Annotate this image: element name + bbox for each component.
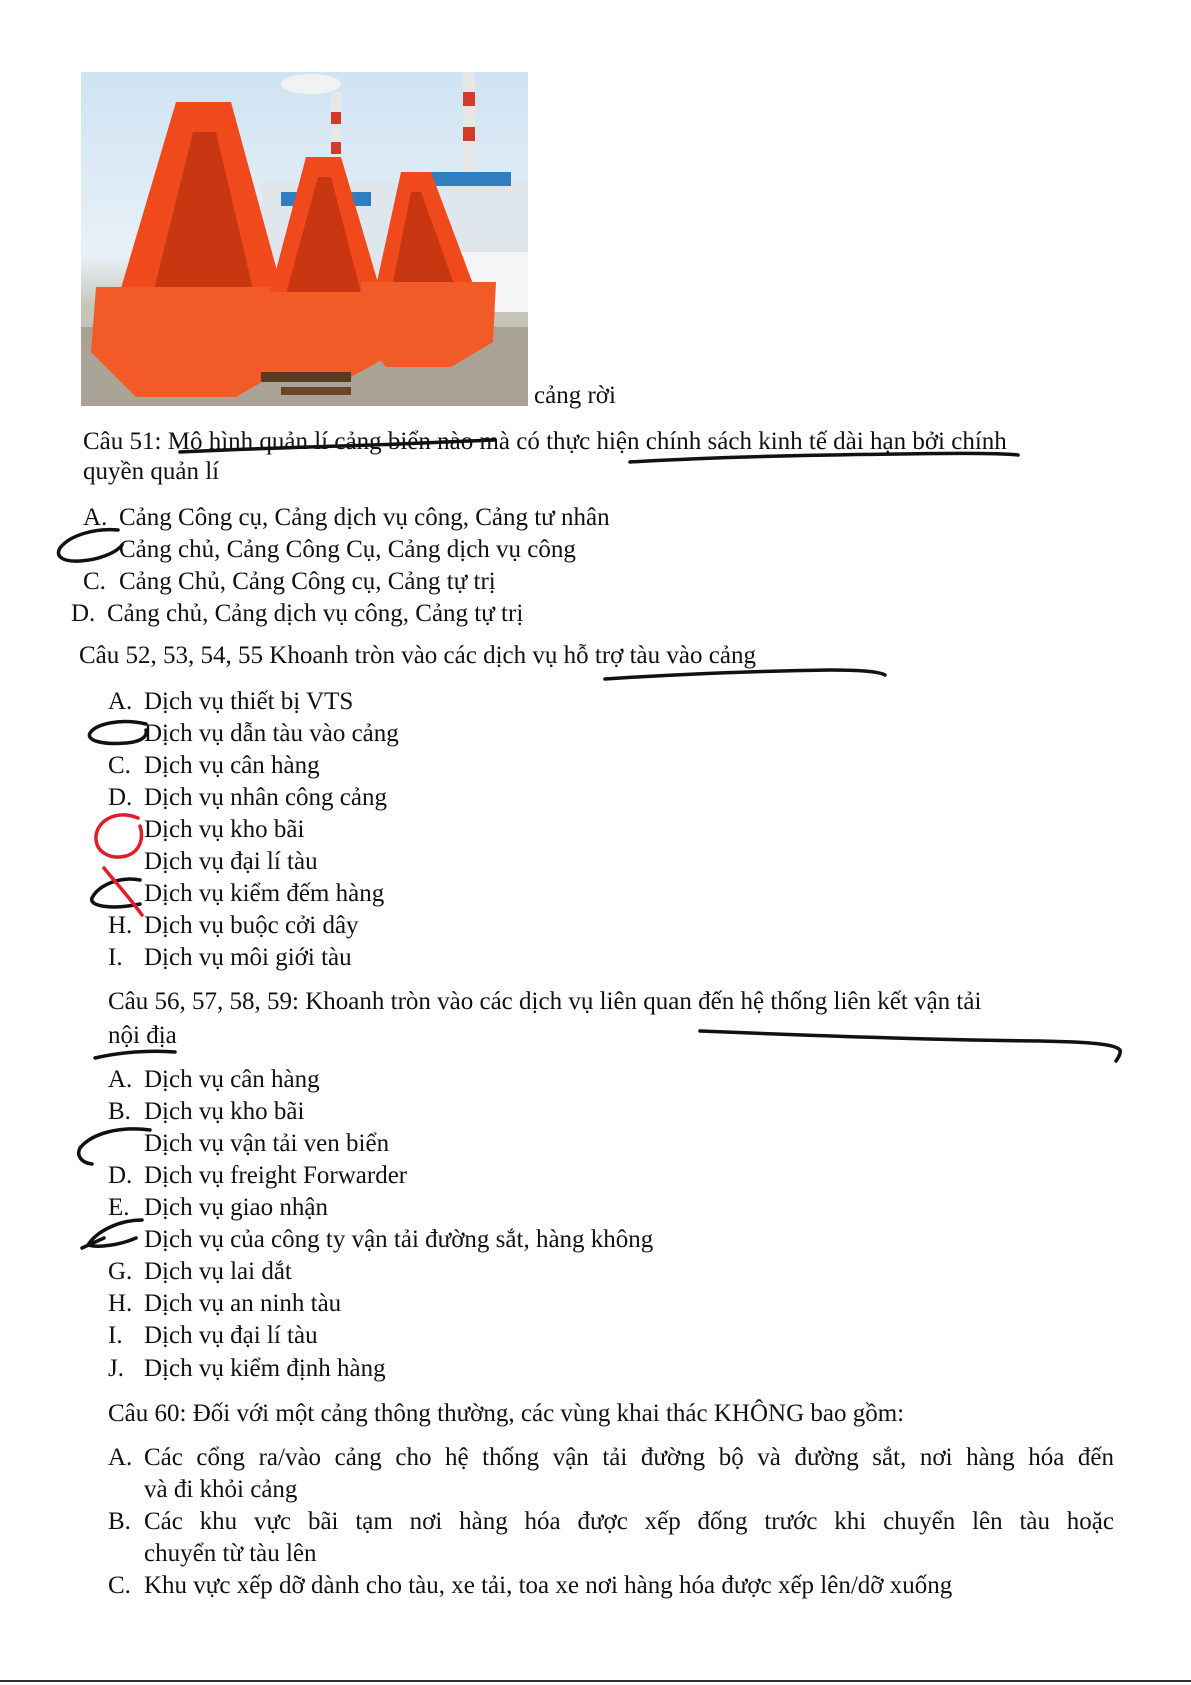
q56-option-c[interactable] <box>108 1129 389 1159</box>
q52-option-i[interactable] <box>108 943 352 973</box>
option-text-line1: Khu vực xếp dỡ dành cho tàu, xe tải, toa xe nơi hàng hóa được xếp lên/dỡ xuống <box>144 1572 953 1599</box>
option-text: Dịch vụ đại lí tàu <box>144 1322 318 1349</box>
q52-option-g[interactable] <box>108 879 384 909</box>
q56-option-d[interactable] <box>108 1161 407 1191</box>
q52-option-a[interactable] <box>108 687 353 717</box>
answer-tick-stroke <box>82 1238 104 1248</box>
option-text: Cảng chủ, Cảng Công Cụ, Cảng dịch vụ công <box>119 536 576 563</box>
q52-stem: Câu 52, 53, 54, 55 Khoanh tròn vào các dịch vụ hỗ trợ tàu vào cảng <box>79 642 756 669</box>
option-label: D. <box>108 1162 133 1189</box>
option-text: Dịch vụ cân hàng <box>144 752 320 779</box>
underline-stroke <box>95 1051 175 1058</box>
q56-stem-line1: Câu 56, 57, 58, 59: Khoanh tròn vào các dịch vụ liên quan đến hệ thống liên kết vận tải <box>108 988 982 1015</box>
option-text: Dịch vụ của công ty vận tải đường sắt, hàng không <box>144 1226 654 1253</box>
q56-option-g[interactable] <box>108 1257 292 1287</box>
q52-option-d[interactable] <box>108 783 387 813</box>
q56-option-j[interactable] <box>108 1354 386 1384</box>
option-label: I. <box>108 1322 123 1349</box>
grab-bucket-illustration <box>81 72 528 406</box>
option-text: Dịch vụ đại lí tàu <box>144 848 318 875</box>
q56-option-h[interactable] <box>108 1289 341 1319</box>
option-label: I. <box>108 944 123 971</box>
option-label: A. <box>83 504 108 531</box>
q56-option-a[interactable] <box>108 1065 320 1095</box>
option-text: Dịch vụ môi giới tàu <box>144 944 352 971</box>
option-label: A. <box>108 688 133 715</box>
option-text-line1: Các khu vực bãi tạm nơi hàng hóa được xếp đống trước khi chuyển lên tàu hoặc <box>144 1508 1114 1535</box>
q51-option-a[interactable] <box>83 503 610 533</box>
q52-option-c[interactable] <box>108 751 320 781</box>
option-text: Dịch vụ freight Forwarder <box>144 1162 408 1189</box>
option-label: E. <box>108 1194 130 1221</box>
option-label: C. <box>83 568 106 595</box>
option-text: Dịch vụ cân hàng <box>144 1066 320 1093</box>
option-text: Dịch vụ an ninh tàu <box>144 1290 342 1317</box>
q56-option-b[interactable] <box>108 1097 304 1127</box>
q52-option-h[interactable] <box>108 911 359 941</box>
q51-option-d[interactable] <box>71 599 523 629</box>
q51-option-c[interactable] <box>83 567 496 597</box>
q60-option-a[interactable] <box>108 1443 1118 1473</box>
option-text: Cảng Chủ, Cảng Công cụ, Cảng tự trị <box>119 568 496 595</box>
option-text: Dịch vụ vận tải ven biển <box>144 1130 390 1157</box>
option-label: G. <box>108 1258 133 1285</box>
q51-stem-line2: quyền quản lí <box>83 458 220 485</box>
option-text: Dịch vụ lai dắt <box>144 1258 292 1285</box>
q60-option-a-line2: và đi khỏi cảng <box>144 1476 298 1503</box>
option-text: Dịch vụ kiểm định hàng <box>144 1355 386 1382</box>
option-label: C. <box>108 752 131 779</box>
option-text: Dịch vụ kho bãi <box>144 1098 305 1125</box>
option-text: Dịch vụ kiểm đếm hàng <box>144 880 385 907</box>
q60-option-b-line2: chuyển từ tàu lên <box>144 1540 317 1567</box>
q56-option-e[interactable] <box>108 1193 328 1223</box>
option-text-line1: Các cổng ra/vào cảng cho hệ thống vận tải đường bộ và đường sắt, nơi hàng hóa đến <box>144 1444 1114 1471</box>
q56-stem-line2: nội địa <box>108 1022 177 1049</box>
q51-stem-line1: Câu 51: Mô hình quản lí cảng biển nào mà có thực hiện chính sách kinh tế dài hạn bởi chính <box>83 428 1007 455</box>
q52-option-f[interactable] <box>108 847 318 877</box>
option-label: D. <box>71 600 96 627</box>
option-text: Dịch vụ buộc cởi dây <box>144 912 359 939</box>
option-label: D. <box>108 784 133 811</box>
q52-option-b[interactable] <box>108 719 399 749</box>
option-label: H. <box>108 1290 133 1317</box>
option-text: Dịch vụ dẫn tàu vào cảng <box>144 720 399 747</box>
option-label: B. <box>108 1098 131 1125</box>
option-label: C. <box>108 1572 131 1599</box>
option-label: A. <box>108 1066 133 1093</box>
option-label: H. <box>108 912 133 939</box>
option-text: Dịch vụ thiết bị VTS <box>144 688 354 715</box>
page-bottom-rule <box>0 1680 1191 1682</box>
option-label: A. <box>108 1444 133 1471</box>
figure-caption: cảng rời <box>534 382 616 409</box>
q56-option-f[interactable] <box>108 1225 653 1255</box>
option-label: B. <box>108 1508 131 1535</box>
option-text: Cảng Công cụ, Cảng dịch vụ công, Cảng tư nhân <box>119 504 610 531</box>
q52-option-e[interactable] <box>108 815 304 845</box>
option-text: Dịch vụ nhân công cảng <box>144 784 387 811</box>
q60-option-c[interactable] <box>108 1571 952 1601</box>
option-label: J. <box>108 1355 124 1382</box>
option-text: Cảng chủ, Cảng dịch vụ công, Cảng tự trị <box>107 600 524 627</box>
option-text: Dịch vụ giao nhận <box>144 1194 328 1221</box>
q60-option-b[interactable] <box>108 1507 1118 1537</box>
grab-bucket-photo <box>81 72 528 406</box>
option-text: Dịch vụ kho bãi <box>144 816 305 843</box>
q56-option-i[interactable] <box>108 1321 318 1351</box>
q51-option-b[interactable] <box>83 535 576 565</box>
underline-stroke <box>700 1031 1120 1061</box>
q60-stem: Câu 60: Đối với một cảng thông thường, các vùng khai thác KHÔNG bao gồm: <box>108 1400 905 1427</box>
